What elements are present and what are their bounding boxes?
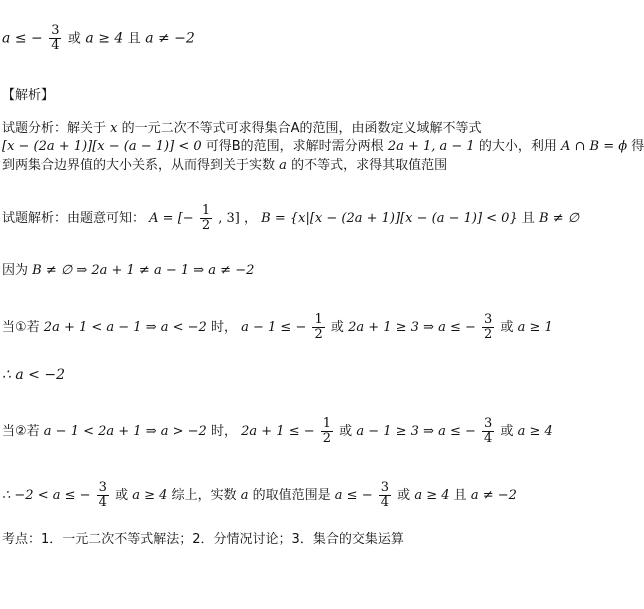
because-word: 因为 xyxy=(2,263,29,278)
final-ineq: a ≤ − xyxy=(334,488,373,503)
when-word: 时， xyxy=(210,320,237,335)
analysis-text: 可得B的范围，求解时需分两根 xyxy=(205,139,384,154)
summary-var: a xyxy=(240,488,249,503)
answer-line xyxy=(2,24,195,53)
case-2-ineq-2: a − 1 ≥ 3 ⇒ a ≤ − xyxy=(356,424,476,439)
answer-and: 且 xyxy=(127,31,141,47)
solution-line-2 xyxy=(2,262,254,280)
case-1-ineq: a − 1 ≤ − xyxy=(241,320,307,335)
case-1-ineq-2: 2a + 1 ≥ 3 ⇒ a ≤ − xyxy=(348,320,476,335)
conclusion-ineq: ∴ −2 < a ≤ − xyxy=(2,488,91,503)
analysis-heading: 【解析】 xyxy=(2,88,55,103)
fraction-numerator: 1 xyxy=(201,203,211,218)
final-ineq-3: a ≠ −2 xyxy=(470,488,517,503)
solution-line-1 xyxy=(2,204,579,233)
or-word: 或 xyxy=(330,320,344,335)
and-word: 且 xyxy=(521,211,535,226)
or-word: 或 xyxy=(115,488,129,503)
solution-line-3 xyxy=(2,313,553,342)
analysis-line-2 xyxy=(2,138,644,156)
separator: ， xyxy=(243,211,257,226)
final-ineq-2: a ≥ 4 xyxy=(414,488,450,503)
fraction-numerator: 3 xyxy=(484,416,493,431)
analysis-text: 的不等式，求得其取值范围 xyxy=(291,158,448,173)
or-word: 或 xyxy=(397,488,411,503)
conclusion-ineq-2: a ≥ 4 xyxy=(132,488,168,503)
analysis-var-x: x xyxy=(110,121,118,136)
summary-text: 的取值范围是 xyxy=(252,488,331,503)
and-word: 且 xyxy=(453,488,467,503)
fraction-numerator: 3 xyxy=(51,23,60,38)
case-1-label: 当①若 xyxy=(2,320,40,335)
answer-cond2: a ≠ −2 xyxy=(145,30,195,47)
fraction xyxy=(97,481,109,510)
solution-label: 试题解析：由题意可知： xyxy=(2,211,146,226)
case-1-result: a ≥ 1 xyxy=(517,320,553,335)
answer-var: a xyxy=(2,30,11,47)
fraction-denominator: 4 xyxy=(380,495,390,510)
answer-or: 或 xyxy=(67,31,81,47)
fraction xyxy=(200,204,212,233)
fraction-numerator: 3 xyxy=(380,480,390,495)
when-word: 时， xyxy=(210,424,237,439)
analysis-text: 得 xyxy=(631,139,644,154)
answer-cond1: a ≥ 4 xyxy=(85,30,124,47)
answer-le: ≤ − xyxy=(14,30,43,47)
analysis-text: 到两集合边界值的大小关系，从而得到关于实数 xyxy=(2,158,276,173)
analysis-text: 试题分析：解关于 xyxy=(2,121,107,136)
fraction-denominator: 2 xyxy=(322,431,332,446)
fraction-denominator: 4 xyxy=(98,495,107,510)
fraction-denominator: 2 xyxy=(484,327,493,342)
fraction-denominator: 4 xyxy=(484,431,493,446)
fraction xyxy=(321,417,333,446)
answer-fraction xyxy=(49,24,61,53)
case-2-condition: a − 1 < 2a + 1 ⇒ a > −2 xyxy=(43,424,207,439)
fraction-numerator: 3 xyxy=(98,480,107,495)
analysis-text: 的一元二次不等式可求得集合A的范围，由函数定义域解不等式 xyxy=(121,121,482,136)
fraction-denominator: 2 xyxy=(314,327,323,342)
fraction xyxy=(482,417,494,446)
solution-line-6 xyxy=(2,481,517,510)
or-word: 或 xyxy=(500,320,514,335)
analysis-line-1 xyxy=(2,120,482,138)
implication-chain: B ≠ ∅ ⇒ 2a + 1 ≠ a − 1 ⇒ a ≠ −2 xyxy=(32,263,255,278)
analysis-roots: 2a + 1, a − 1 xyxy=(387,139,475,154)
fraction xyxy=(312,313,324,342)
or-word: 或 xyxy=(500,424,514,439)
case-2-ineq: 2a + 1 ≤ − xyxy=(241,424,315,439)
case-2-label: 当②若 xyxy=(2,424,40,439)
fraction-numerator: 1 xyxy=(322,416,332,431)
analysis-text: 的大小，利用 xyxy=(478,139,557,154)
summary-text: 综上，实数 xyxy=(171,488,237,503)
set-b-nonempty: B ≠ ∅ xyxy=(539,211,580,226)
fraction-denominator: 2 xyxy=(201,218,211,233)
set-a-def-end: , 3] xyxy=(218,211,240,226)
set-a-def: A = [− xyxy=(149,211,194,226)
set-b-def: B = {x|[x − (2a + 1)][x − (a − 1)] < 0} xyxy=(261,211,518,226)
fraction-numerator: 3 xyxy=(484,312,493,327)
fraction xyxy=(379,481,391,510)
fraction-denominator: 4 xyxy=(51,38,60,53)
fraction-numerator: 1 xyxy=(314,312,323,327)
analysis-line-3 xyxy=(2,157,447,175)
or-word: 或 xyxy=(339,424,353,439)
analysis-var-a: a xyxy=(279,158,287,173)
analysis-inequality: [x − (2a + 1)][x − (a − 1)] < 0 xyxy=(2,139,202,154)
case-1-condition: 2a + 1 < a − 1 ⇒ a < −2 xyxy=(43,320,207,335)
analysis-intersection: A ∩ B = ϕ xyxy=(561,139,628,154)
fraction xyxy=(482,313,494,342)
case-2-result: a ≥ 4 xyxy=(517,424,553,439)
kaodian-line: 考点：1．一元二次不等式解法；2．分情况讨论；3．集合的交集运算 xyxy=(2,532,404,547)
solution-line-5 xyxy=(2,417,553,446)
solution-line-4: ∴ a < −2 xyxy=(2,367,65,383)
